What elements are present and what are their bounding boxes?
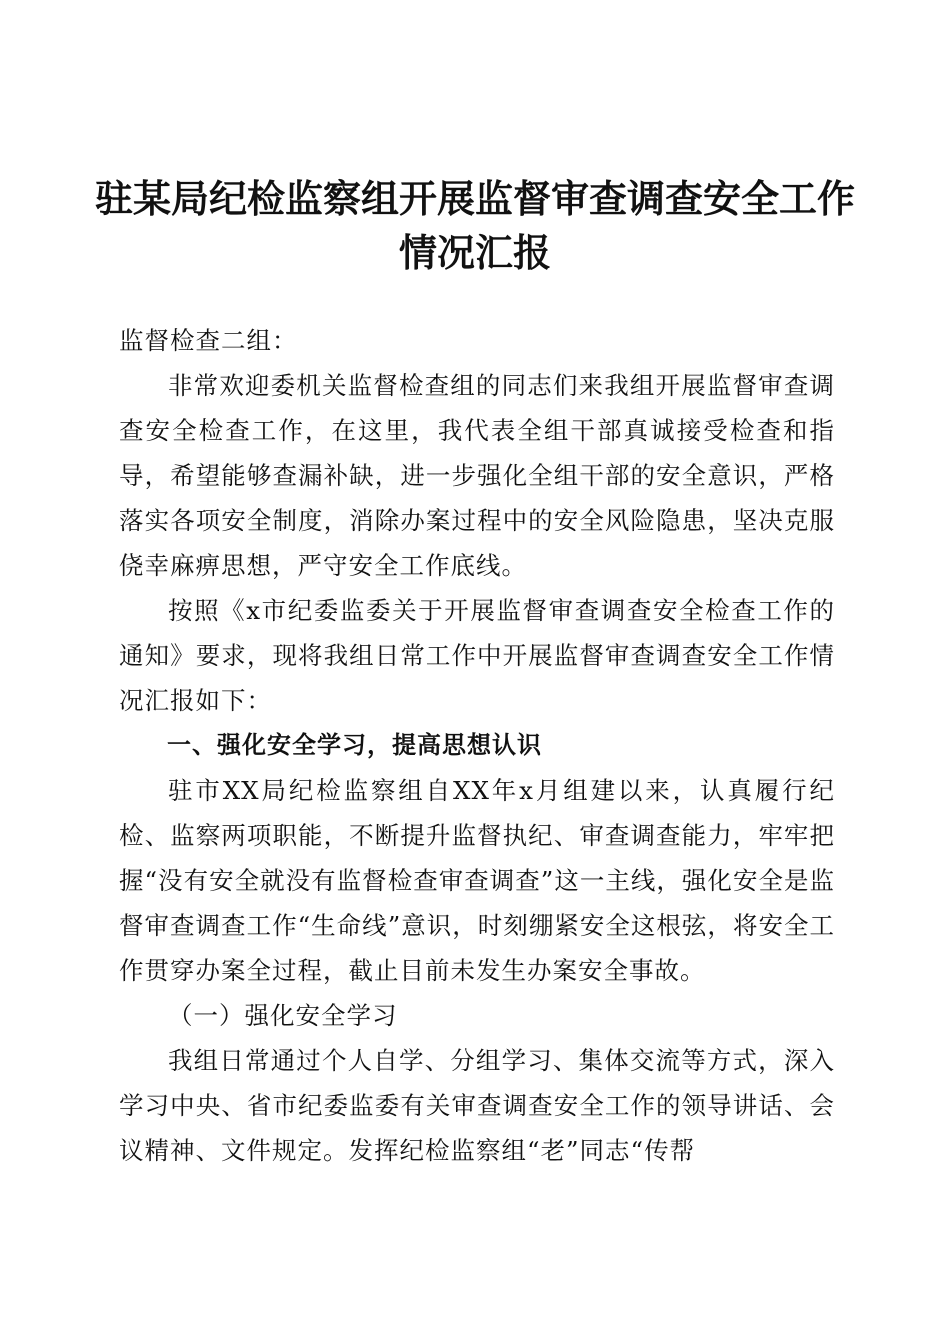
document-title xyxy=(80,172,870,280)
salutation: 监督检查二组： xyxy=(119,326,298,355)
section-heading-1: 一、强化安全学习，提高思想认识 xyxy=(167,731,542,759)
paragraph-notice: 按照《x市纪委监委关于开展监督审查调查安全检查工作的通知》要求，现将我组日常工作中开展监督审查调查安全工作情况汇报如下： xyxy=(119,596,835,715)
title-line-2: 情况汇报 xyxy=(398,230,551,275)
document-body xyxy=(119,318,835,1173)
section-1-paragraph: 驻市XX局纪检监察组自XX年x月组建以来，认真履行纪检、监察两项职能，不断提升监督执纪、审查调查能力，牢牢把握“没有安全就没有监督检查审查调查”这一主线，强化安全是监督审查调查工作“生命线”意识，时刻绷紧安全这根弦，将安全工作贯穿办案全过程，截止目前未发生办案安全事故。 xyxy=(119,776,835,985)
subsection-heading-1: （一）强化安全学习 xyxy=(168,1001,398,1030)
paragraph-intro: 非常欢迎委机关监督检查组的同志们来我组开展监督审查调查安全检查工作，在这里，我代表全组干部真诚接受检查和指导，希望能够查漏补缺，进一步强化全组干部的安全意识，严格落实各项安全制度，消除办案过程中的安全风险隐患，坚决克服侥幸麻痹思想，严守安全工作底线。 xyxy=(119,371,835,580)
title-line-1: 驻某局纪检监察组开展监督审查调查安全工作 xyxy=(94,176,855,221)
subsection-1-paragraph: 我组日常通过个人自学、分组学习、集体交流等方式，深入学习中央、省市纪委监委有关审查调查安全工作的领导讲话、会议精神、文件规定。发挥纪检监察组“老”同志“传帮 xyxy=(119,1046,835,1165)
